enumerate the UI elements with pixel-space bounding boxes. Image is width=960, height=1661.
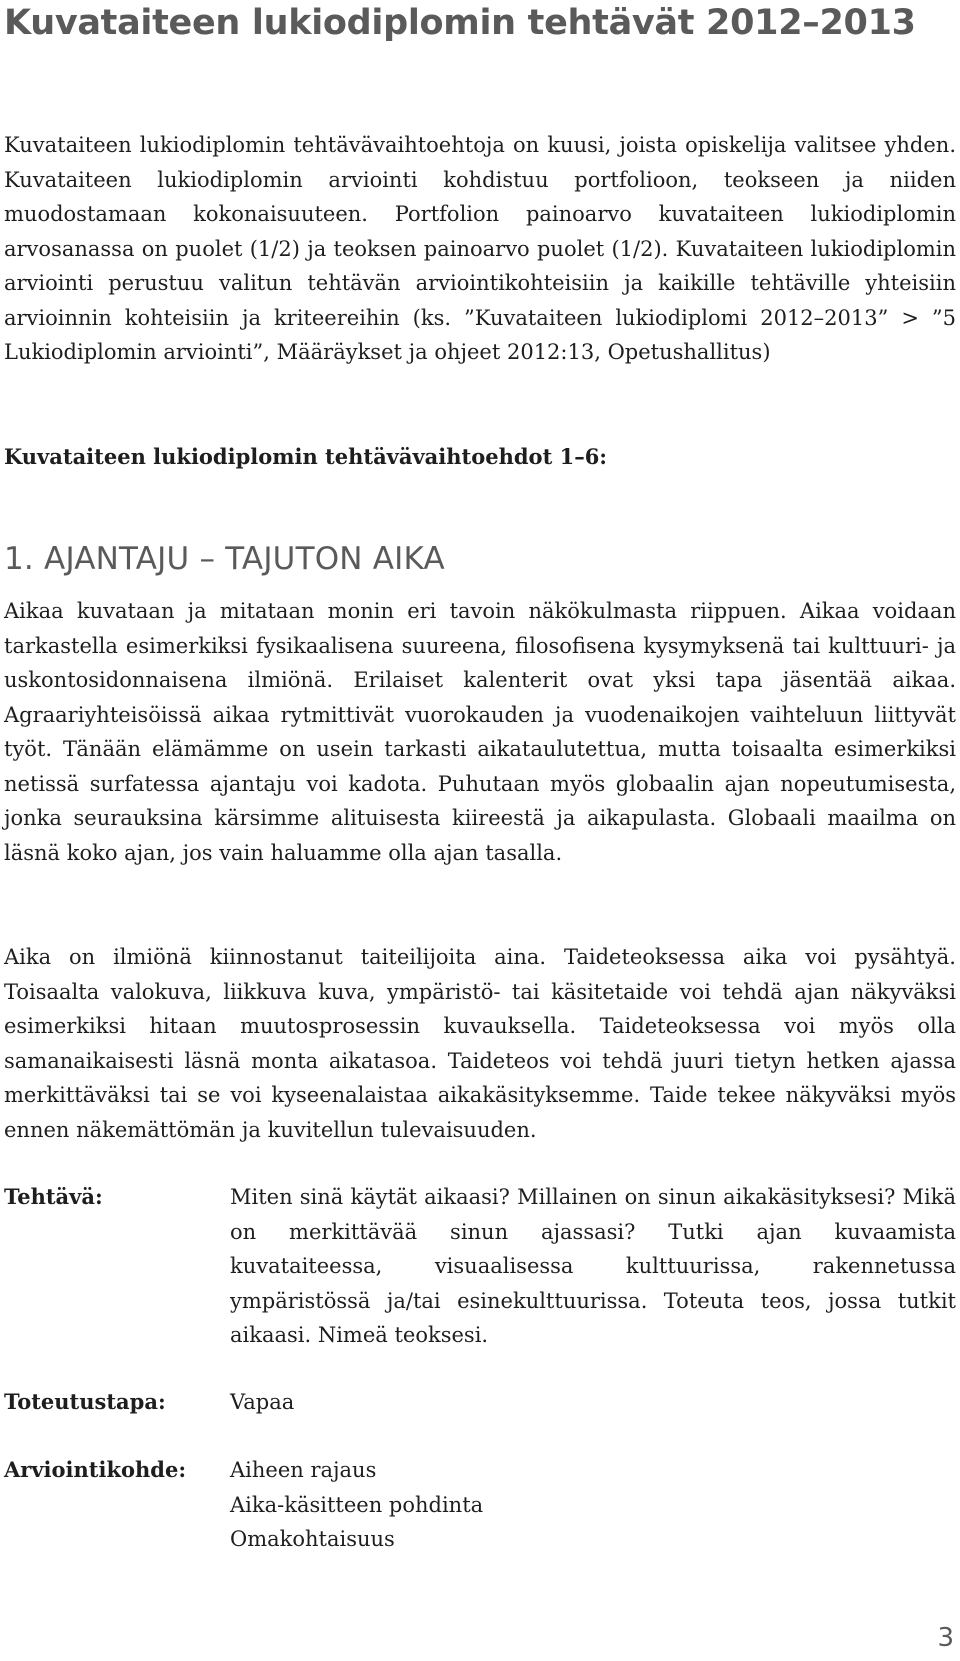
criteria-label: Arviointikohde: xyxy=(4,1457,187,1482)
method-label: Toteutustapa: xyxy=(4,1389,166,1414)
page-number: 3 xyxy=(937,1623,954,1653)
task-text: Miten sinä käytät aikaasi? Millainen on sinun aikakäsityksesi? Mikä on merkittävää sinun ajassasi? Tutki ajan kuvaamista kuvataiteessa, visuaalisessa kulttuurissa, rakennetussa ympäristössä ja/tai esinekulttuurissa. Toteuta teos, jossa tutkit aikaasi. Nimeä teoksesi. xyxy=(230,1185,956,1347)
page-title: Kuvataiteen lukiodiplomin tehtävät 2012–2013 xyxy=(4,3,916,43)
intro-paragraph: Kuvataiteen lukiodiplomin tehtävävaihtoehtoja on kuusi, joista opiskelija valitsee yhden. Kuvataiteen lukiodiplomin arviointi kohdistuu portfolioon, teokseen ja niiden muodostamaan kokonaisuuteen. Portfolion painoarvo kuvataiteen lukiodiplomin arvosanassa on puolet (1/2) ja teoksen painoarvo puolet (1/2). Kuvataiteen lukiodiplomin arviointi perustuu valitun tehtävän arviointikohteisiin ja kaikille tehtäville yhteisiin arvioinnin kohteisiin ja kriteereihin (ks. ”Kuvataiteen lukiodiplomi 2012–2013” > ”5 Lukiodiplomin arviointi”, Määräykset ja ohjeet 2012:13, Opetushallitus) xyxy=(4,133,956,364)
task-label: Tehtävä: xyxy=(4,1184,103,1209)
criteria-item: Aika-käsitteen pohdinta xyxy=(230,1492,484,1517)
options-subheading: Kuvataiteen lukiodiplomin tehtävävaihtoehdot 1–6: xyxy=(4,444,608,469)
criteria-list xyxy=(230,1453,956,1557)
section-paragraph-1: Aikaa kuvataan ja mitataan monin eri tavoin näkökulmasta riippuen. Aikaa voidaan tarkastella esimerkiksi fysikaalisena suureena, filosofisena kysymyksenä tai kulttuuri- ja uskontosidonnaisena ilmiönä. Erilaiset kalenterit ovat yksi tapa jäsentää aikaa. Agraariyhteisöissä aikaa rytmittivät vuorokauden ja vuodenaikojen vaihteluun liittyvät työt. Tänään elämämme on usein tarkasti aikataulutettua, mutta toisaalta esimerkiksi netissä surfatessa ajantaju voi kadota. Puhutaan myös globaalin ajan nopeutumisesta, jonka seurauksina kärsimme alituisesta kiireestä ja aikapulasta. Globaali maailma on läsnä koko ajan, jos vain haluamme olla ajan tasalla. xyxy=(4,599,956,865)
criteria-item: Aiheen rajaus xyxy=(230,1458,377,1482)
method-value: Vapaa xyxy=(230,1390,295,1414)
section-title: 1. AJANTAJU – TAJUTON AIKA xyxy=(4,541,445,577)
section-paragraph-2: Aika on ilmiönä kiinnostanut taiteilijoita aina. Taideteoksessa aika voi pysähtyä. Toisaalta valokuva, liikkuva kuva, ympäristö- tai käsitetaide voi tehdä ajan näkyväksi esimerkiksi hitaan muutosprosessin kuvauksella. Taideteoksessa voi myös olla samanaikaisesti läsnä monta aikatasoa. Taideteos voi tehdä juuri tietyn hetken ajassa merkittäväksi tai se voi kyseenalaistaa aikakäsityksemme. Taide tekee näkyväksi myös ennen näkemättömän ja kuvitellun tulevaisuuden. xyxy=(4,945,956,1142)
criteria-item: Omakohtaisuus xyxy=(230,1527,395,1551)
